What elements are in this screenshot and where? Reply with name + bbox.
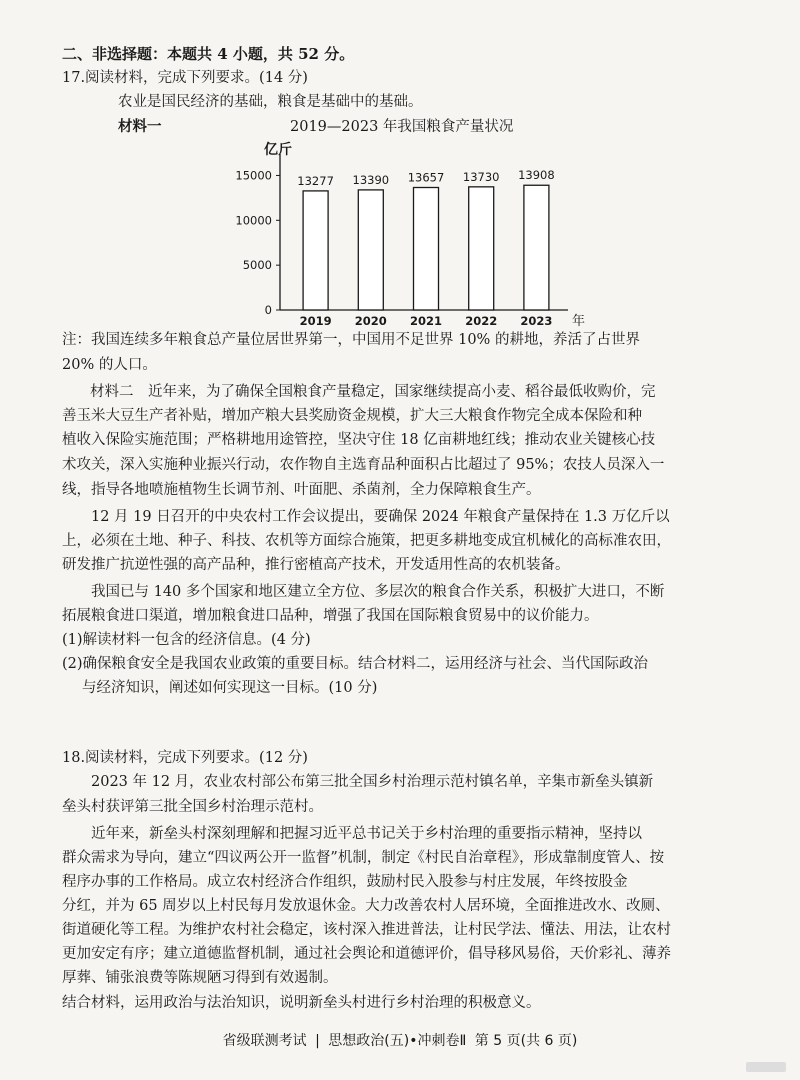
material2-line: 材料二 近年来，为了确保全国粮食产量稳定，国家继续提高小麦、稻谷最低收购价，完 bbox=[90, 384, 656, 400]
bar-value-label: 13657 bbox=[407, 170, 445, 185]
material2-line: 植收入保险实施范围；严格耕地用途管控，坚决守住 18 亿亩耕地红线；推动农业关键核心技 bbox=[62, 432, 656, 448]
bar-2023 bbox=[524, 185, 549, 310]
bar-value-label: 13730 bbox=[462, 169, 500, 184]
page-footer bbox=[0, 1030, 800, 1050]
material2-line: 术攻关，深入实施种业振兴行动，农作物自主选育品种面积占比超过了 95%；农技人员深入一 bbox=[62, 457, 665, 473]
y-tick-label: 0 bbox=[264, 303, 272, 317]
chart-title: 2019—2023 年我国粮食产量状况 bbox=[290, 119, 514, 135]
material1-label: 材料一 bbox=[118, 118, 162, 135]
q17-title: 17.阅读材料，完成下列要求。(14 分) bbox=[62, 70, 308, 86]
x-tick-label: 2020 bbox=[354, 314, 387, 328]
material2-line: 拓展粮食进口渠道，增加粮食进口品种，增强了我国在国际粮食贸易中的议价能力。 bbox=[62, 608, 599, 624]
x-tick-label: 2023 bbox=[520, 314, 553, 328]
q18-line: 分红，并为 65 周岁以上村民每月发放退休金。大力改善农村人居环境，全面推进改水、改厕、 bbox=[62, 898, 670, 914]
bar-2022 bbox=[469, 187, 494, 310]
material2-line: 上，必须在土地、种子、科技、农机等方面综合施策，把更多耕地变成宜机械化的高标准农田， bbox=[62, 533, 671, 549]
bar-value-label: 13908 bbox=[518, 168, 555, 183]
material2-line: 善玉米大豆生产者补贴，增加产粮大县奖励资金规模，扩大三大粮食作物完全成本保险和种 bbox=[62, 408, 642, 424]
q18-line: 群众需求为导向，建立“四议两公开一监督”机制，制定《村民自治章程》，形成靠制度管人、按 bbox=[62, 850, 665, 866]
footer-separator: | bbox=[315, 1033, 320, 1049]
x-tick-label: 2022 bbox=[465, 314, 498, 328]
material2-line: 我国已与 140 多个国家和地区建立全方位、多层次的粮食合作关系，积极扩大进口，不断 bbox=[62, 584, 665, 600]
q17-intro: 农业是国民经济的基础，粮食是基础中的基础。 bbox=[118, 94, 423, 110]
bar-2021 bbox=[414, 188, 439, 310]
chart-note-line2: 20% 的人口。 bbox=[62, 357, 157, 373]
q18-line: 垒头村获评第三批全国乡村治理示范村。 bbox=[62, 799, 323, 815]
grain-output-chart bbox=[228, 140, 588, 336]
q17-sub2-line2: 与经济知识，阐述如何实现这一目标。(10 分) bbox=[82, 680, 378, 696]
x-tick-label: 2019 bbox=[299, 314, 332, 328]
q17-sub1: (1)解读材料一包含的经济信息。(4 分) bbox=[62, 632, 311, 648]
y-tick-label: 10000 bbox=[235, 213, 272, 228]
corner-watermark bbox=[746, 1062, 786, 1072]
q18-line: 厚葬、铺张浪费等陈规陋习得到有效遏制。 bbox=[62, 970, 338, 986]
material2-line: 12 月 19 日召开的中央农村工作会议提出，要确保 2024 年粮食产量保持在 1.3 万亿斤以 bbox=[62, 509, 670, 525]
material2-line: 研发推广抗逆性强的高产品种，推行密植高产技术，开发适用性高的农机装备。 bbox=[62, 557, 570, 573]
q18-line: 更加安定有序；建立道德监督机制，通过社会舆论和道德评价，倡导移风易俗，天价彩礼、薄养 bbox=[62, 946, 671, 962]
material2-line: 线，指导各地喷施植物生长调节剂、叶面肥、杀菌剂，全力保障粮食生产。 bbox=[62, 482, 541, 498]
q18-question: 结合材料，运用政治与法治知识，说明新垒头村进行乡村治理的积极意义。 bbox=[62, 995, 541, 1011]
footer-exam-name: 省级联测考试 bbox=[222, 1033, 307, 1049]
y-tick-label: 5000 bbox=[242, 258, 272, 273]
q18-line: 近年来，新垒头村深刻理解和把握习近平总书记关于乡村治理的重要指示精神，坚持以 bbox=[62, 826, 642, 842]
chart-note-line1: 注：我国连续多年粮食总产量位居世界第一，中国用不足世界 10% 的耕地，养活了占世界 bbox=[62, 332, 640, 348]
q18-title: 18.阅读材料，完成下列要求。(12 分) bbox=[62, 750, 308, 766]
q18-line: 街道硬化等工程。为维护农村社会稳定，该村深入推进普法，让村民学法、懂法、用法，让农村 bbox=[62, 922, 671, 938]
x-tick-label: 2021 bbox=[409, 314, 443, 328]
footer-page-number: 第 5 页(共 6 页) bbox=[474, 1033, 578, 1049]
bar-value-label: 13390 bbox=[352, 172, 390, 187]
q18-line: 程序办事的工作格局。成立农村经济合作组织，鼓励村民入股参与村庄发展，年终按股金 bbox=[62, 874, 628, 890]
y-axis-unit-label: 亿斤 bbox=[264, 142, 292, 158]
q18-line: 2023 年 12 月，农业农村部公布第三批全国乡村治理示范村镇名单，辛集市新垒头镇新 bbox=[62, 774, 654, 790]
section-heading: 二、非选择题：本题共 4 小题，共 52 分。 bbox=[62, 45, 355, 63]
q17-sub2-line1: (2)确保粮食安全是我国农业政策的重要目标。结合材料二，运用经济与社会、当代国际政治 bbox=[62, 656, 649, 672]
bar-chart-svg bbox=[228, 140, 588, 336]
bar-value-label: 13277 bbox=[297, 173, 334, 188]
x-axis-unit-label: 年 bbox=[572, 314, 586, 329]
footer-subject: 思想政治(五)•冲刺卷Ⅱ bbox=[328, 1033, 467, 1049]
bar-2020 bbox=[358, 190, 383, 310]
bar-2019 bbox=[303, 191, 328, 310]
y-tick-label: 15000 bbox=[235, 168, 272, 183]
